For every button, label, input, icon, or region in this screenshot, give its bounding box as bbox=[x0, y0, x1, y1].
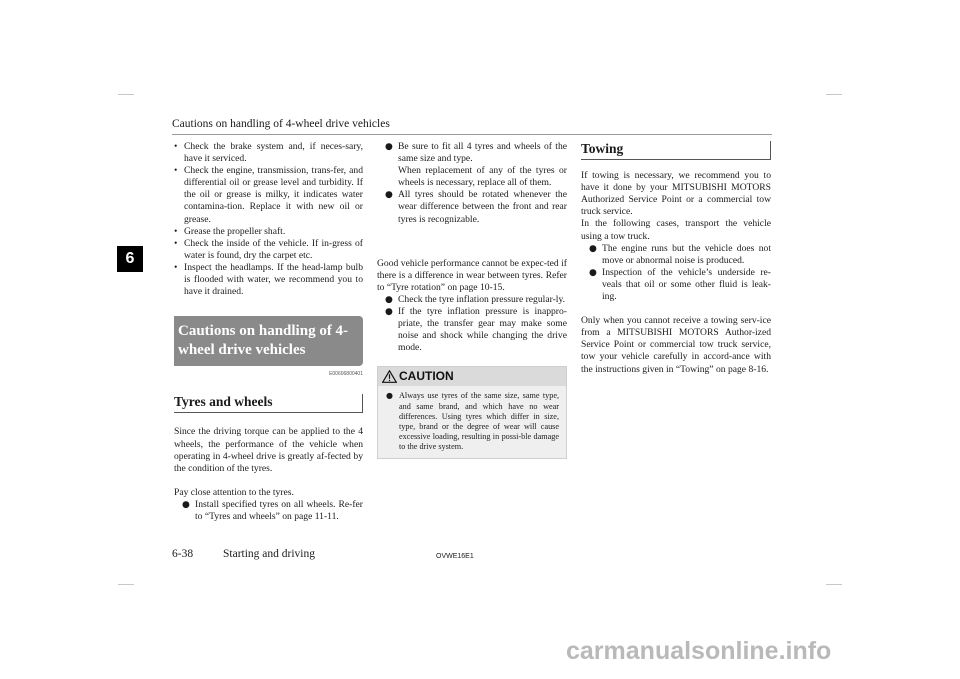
column-3 bbox=[581, 141, 771, 376]
tyre-bullets bbox=[174, 499, 363, 523]
inspection-item: • Check the inside of the vehicle. If in-gress of water is found, dry the carpet etc. bbox=[174, 238, 363, 262]
crop-mark bbox=[118, 584, 134, 585]
section-code: E00606800401 bbox=[329, 371, 363, 378]
subsection-title-tyres: Tyres and wheels bbox=[174, 394, 363, 413]
wear-paragraph: Good vehicle performance cannot be expec-ted if there is a difference in wear between tyres. Refer to “Tyre rotation” on page 10-15. bbox=[377, 257, 567, 293]
document-code: OVWE16E1 bbox=[436, 553, 474, 560]
crop-mark bbox=[826, 584, 842, 585]
inspection-item: • Check the engine, transmission, trans-fer, and differential oil or grease level and turbidity. If the oil or grease is milky, it indicates water contamina-tion. Replace it with new oil or grease. bbox=[174, 165, 363, 225]
section-banner bbox=[174, 316, 363, 366]
page-number: 6-38 bbox=[172, 548, 194, 560]
crop-mark bbox=[118, 94, 134, 95]
inspection-item: • Check the brake system and, if neces-sary, have it serviced. bbox=[174, 141, 363, 165]
inspection-item: • Grease the propeller shaft. bbox=[174, 226, 363, 238]
caution-header bbox=[378, 367, 566, 386]
pressure-bullets bbox=[377, 294, 567, 354]
list-item: ● Check the tyre inflation pressure regular-ly. bbox=[385, 293, 566, 305]
bullet-icon: ● bbox=[385, 142, 393, 152]
section-title: Cautions on handling of 4-wheel drive vehicles bbox=[178, 323, 349, 359]
caution-body bbox=[378, 386, 566, 458]
bullet-icon: ● bbox=[385, 307, 393, 318]
bullet-icon: ● bbox=[182, 499, 190, 510]
bullet-icon: ● bbox=[385, 294, 393, 305]
inspection-item: • Inspect the headlamps. If the head-lamp bulb is flooded with water, we recommend you to have it drained. bbox=[174, 262, 363, 298]
tyre-fitting-bullets bbox=[377, 141, 567, 226]
towing-bullets bbox=[581, 243, 771, 303]
warning-triangle-icon bbox=[382, 370, 397, 383]
header-rule bbox=[172, 134, 772, 135]
caution-box bbox=[377, 366, 567, 459]
crop-mark bbox=[826, 94, 842, 95]
intro-paragraph: Since the driving torque can be applied to the 4 wheels, the performance of the vehicle when operating in 4-wheel drive is greatly af-fected by the condition of the tyres. bbox=[174, 426, 363, 474]
chapter-tab[interactable]: 6 bbox=[117, 246, 143, 272]
watermark: carmanualsonline.info bbox=[566, 637, 832, 665]
towing-paragraph-1: If towing is necessary, we recommend you to have it done by your MITSUBISHI MOTORS Authorized Service Point or a commercial tow truck service. bbox=[581, 170, 771, 218]
list-item: ● Inspection of the vehicle’s underside re-veals that oil or some other fluid is leak-ing. bbox=[589, 266, 771, 303]
bullet-icon: ● bbox=[386, 391, 393, 401]
inspection-list bbox=[174, 141, 363, 298]
column-1 bbox=[174, 141, 363, 523]
bullet-icon: ● bbox=[589, 267, 597, 278]
bullet-icon: ● bbox=[589, 243, 597, 254]
list-item: ● Be sure to fit all 4 tyres and wheels of the same size and type. When replacement of any of the tyres or wheels is necessary, replace all of them. bbox=[385, 141, 567, 189]
subsection-title-towing: Towing bbox=[581, 141, 771, 160]
caution-text: Always use tyres of the same size, same type, and same brand, and which have no wear differences. Using tyres which differ in size, type, brand or the degree of wear will cause excessive loading, resulting in possi-ble damage to the drive system. bbox=[399, 391, 559, 451]
column-2 bbox=[377, 141, 567, 459]
bullet-icon: ● bbox=[385, 190, 393, 201]
towing-paragraph-2: In the following cases, transport the vehicle using a tow truck. bbox=[581, 218, 771, 242]
list-item: ● If the tyre inflation pressure is inappro-priate, the transfer gear may make some noise and shock while changing the drive mode. bbox=[385, 306, 567, 354]
list-item: ● All tyres should be rotated whenever the wear difference between the front and rear tyres is recognizable. bbox=[385, 189, 567, 225]
towing-paragraph-3: Only when you cannot receive a towing serv-ice from a MITSUBISHI MOTORS Author-ized Service Point or commercial tow truck service, tow your vehicle carefully in accord-ance with the instructions given in “Towing” on page 8-16. bbox=[581, 315, 771, 375]
list-item: ● Install specified tyres on all wheels. Re-fer to “Tyres and wheels” on page 11-11. bbox=[182, 498, 363, 522]
running-head-title: Cautions on handling of 4-wheel drive vehicles bbox=[172, 118, 390, 130]
footer-chapter-name: Starting and driving bbox=[223, 548, 315, 560]
attention-paragraph: Pay close attention to the tyres. bbox=[174, 486, 294, 498]
list-item: ● The engine runs but the vehicle does not move or abnormal noise is produced. bbox=[589, 242, 771, 266]
caution-label: CAUTION bbox=[399, 369, 454, 384]
